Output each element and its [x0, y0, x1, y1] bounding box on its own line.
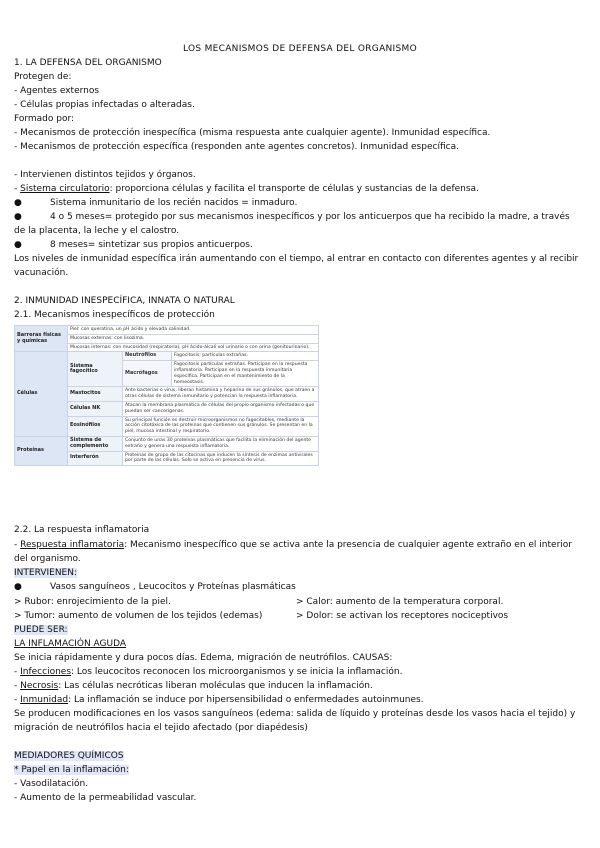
- highlighted-label: * Papel en la inflamación:: [14, 765, 129, 775]
- list-item: - Vasodilatación.: [14, 779, 89, 789]
- table-cell: Atacan la membrana plasmática de células del propio organismo infectadas o que puedan ser cancerígenas.: [123, 401, 319, 416]
- bullet-text: 4 o 5 meses= protegido por sus mecanismos inespecíficos y por los anticuerpos que ha recibido la madre, a través: [50, 212, 570, 222]
- table-cell: Sistema fagocítico: [68, 352, 123, 387]
- text-line: del organismo.: [14, 554, 81, 564]
- table-cell: Conjunto de unas 30 proteínas plasmáticas que facilita la eliminación del agente extraño y genera una respuesta inflamatoria.: [123, 436, 319, 451]
- list-item: - Intervienen distintos tejidos y órganos.: [14, 170, 196, 180]
- text-line: Se producen modificaciones en los vasos sanguíneos (edema: salida de líquido y proteínas desde los vasos hacia el tejido) y: [14, 709, 576, 719]
- bullet-item: [14, 212, 570, 223]
- heading-inflamacion-aguda: LA INFLAMACIÓN AGUDA: [14, 639, 127, 649]
- text-line: Los niveles de inmunidad específica irán aumentando con el tiempo, al entrar en contacto con diferentes agentes y al recibir: [14, 254, 579, 264]
- table-cell: Mucosas externas: con lisozima.: [68, 334, 319, 343]
- table-cell: Interferón: [68, 451, 123, 466]
- list-item: - Mecanismos de protección específica (responden ante agentes concretos). Inmunidad específica.: [14, 142, 459, 152]
- term-definition: : La inflamación se induce por hipersensibilidad o enfermedades autoinmunes.: [68, 695, 424, 705]
- bullet-text: Vasos sanguíneos , Leucocitos y Proteínas plasmáticas: [50, 582, 296, 592]
- bullet-text: Sistema inmunitario de los recién nacidos = inmaduro.: [50, 198, 298, 208]
- subsection-heading: 2.2. La respuesta inflamatoria: [14, 525, 150, 535]
- table-cell: Sistema de complemento: [68, 436, 123, 451]
- text-line: > Tumor: aumento de volumen de los tejidos (edemas): [14, 611, 263, 621]
- table-cell: Macrófagos: [123, 361, 172, 387]
- table-cell: Piel: con queratina, un pH ácido y elevada salinidad.: [68, 326, 319, 335]
- term-definition: : Los leucocitos reconocen los microorganismos y se inicia la inflamación.: [71, 667, 403, 677]
- table-cell: Células NK: [68, 401, 123, 416]
- table-row: [15, 436, 319, 451]
- text-line: Protegen de:: [14, 72, 72, 82]
- table-cell: Ante bacterias o virus, liberan histamina y heparina de sus gránulos, que atraen a otras células de sistema inmunitario y potencian la respuesta inflamatoria.: [123, 387, 319, 402]
- highlighted-label: MEDIADORES QUÍMICOS: [14, 751, 124, 761]
- bullet-icon: ●: [14, 582, 22, 592]
- text-line: > Dolor: se activan los receptores nociceptivos: [296, 611, 509, 621]
- text-line: [14, 540, 572, 551]
- mechanisms-table: [14, 325, 319, 466]
- table-cell: Barreras físicas y químicas: [15, 326, 68, 352]
- bullet-icon: ●: [14, 240, 22, 250]
- highlighted-label: INTERVIENEN:: [14, 568, 78, 578]
- term-definition: : Mecanismo inespecífico que se activa ante la presencia de cualquier agente extraño en el interior: [124, 540, 572, 550]
- bullet-icon: ●: [14, 212, 22, 222]
- list-item: - Necrosis: Las células necróticas liberan moléculas que inducen la inflamación.: [14, 681, 373, 691]
- list-item: - Agentes externos: [14, 86, 100, 96]
- dash: -: [14, 540, 21, 550]
- table-cell: Células: [15, 352, 68, 437]
- table-cell: Mucosas internas: con mucosidad (respiratoria), pH ácido-álcali vol urinario o con orina (genitourinario).: [68, 343, 319, 352]
- table-cell: Proteínas de grupo de las citocinas que inducen la síntesis de enzimas antivirales por parte de las células. Solo se activa en presencia de virus.: [123, 451, 319, 466]
- text-line: > Rubor: enrojecimiento de la piel.: [14, 597, 171, 607]
- term-infecciones: Infecciones: [20, 667, 72, 677]
- label-puede-ser: [14, 625, 68, 636]
- text-line: vacunación.: [14, 268, 69, 278]
- text-line: migración de neutrófilos hacia el tejido afectado (por diapédesis): [14, 723, 308, 733]
- table-cell: Neutrófilos: [123, 352, 172, 361]
- label-intervienen: [14, 568, 77, 579]
- heading-mediadores: [14, 751, 124, 762]
- subsection-heading: 2.1. Mecanismos inespecíficos de protección: [14, 310, 215, 320]
- text-line: Formado por:: [14, 114, 75, 124]
- term-definition: : Las células necróticas liberan moléculas que inducen la inflamación.: [58, 681, 373, 691]
- bullet-item: [14, 582, 296, 593]
- term-necrosis: Necrosis: [20, 681, 59, 691]
- highlighted-label: PUEDE SER:: [14, 625, 68, 635]
- table-cell: Mastocitos: [68, 387, 123, 402]
- term-sistema-circulatorio: Sistema circulatorio: [20, 184, 110, 194]
- table-row: [15, 326, 319, 335]
- list-item: - Mecanismos de protección inespecífica (misma respuesta ante cualquier agente). Inmunidad específica.: [14, 128, 491, 138]
- section-2-heading: 2. INMUNIDAD INESPECÍFICA, INNATA O NATURAL: [14, 296, 235, 306]
- term-respuesta-inflamatoria: Respuesta inflamatoria: [20, 540, 125, 550]
- text-line: [14, 765, 129, 776]
- term-definition: : proporciona células y facilita el transporte de células y sustancias de la defensa.: [109, 184, 479, 194]
- bullet-item: [14, 198, 297, 209]
- list-item: - Células propias infectadas o alteradas.: [14, 100, 195, 110]
- dash: -: [14, 184, 21, 194]
- text-line: > Calor: aumento de la temperatura corporal.: [296, 597, 504, 607]
- bullet-text: 8 meses= sintetizar sus propios anticuerpos.: [50, 240, 253, 250]
- list-item: - Aumento de la permeabilidad vascular.: [14, 793, 197, 803]
- term-inmunidad: Inmunidad: [20, 695, 69, 705]
- bullet-item: [14, 240, 253, 251]
- text-line: Se inicia rápidamente y dura pocos días. Edema, migración de neutrófilos. CAUSAS:: [14, 653, 393, 663]
- list-item: - Infecciones: Los leucocitos reconocen los microorganismos y se inicia la inflamación.: [14, 667, 403, 677]
- table-cell: Fagocitosis: partículas extrañas.: [172, 352, 319, 361]
- table-cell: Eosinófilos: [68, 416, 123, 436]
- list-item: - Inmunidad: La inflamación se induce por hipersensibilidad o enfermedades autoinmunes.: [14, 695, 424, 705]
- section-1-heading: 1. LA DEFENSA DEL ORGANISMO: [14, 58, 162, 68]
- bullet-icon: ●: [14, 198, 22, 208]
- table-cell: Proteínas: [15, 436, 68, 465]
- table-cell: Fagocitosis partículas extrañas. Participan en la respuesta inflamatoria. Participan en la respuesta inmunitaria específica. Participan en el mantenimiento de la homeostasis.: [172, 361, 319, 387]
- text-line: de la placenta, la leche y el calostro.: [14, 226, 180, 236]
- table-cell: Su principal función es destruir microorganismos no fagocitables, mediante la acción citotóxica de las proteínas que contienen sus gránulos. Se presentan en la piel, mucosa intestinal y respiratorio.: [123, 416, 319, 436]
- table-row: [15, 352, 319, 361]
- list-item: [14, 184, 479, 195]
- page-title: LOS MECANISMOS DE DEFENSA DEL ORGANISMO: [183, 44, 417, 54]
